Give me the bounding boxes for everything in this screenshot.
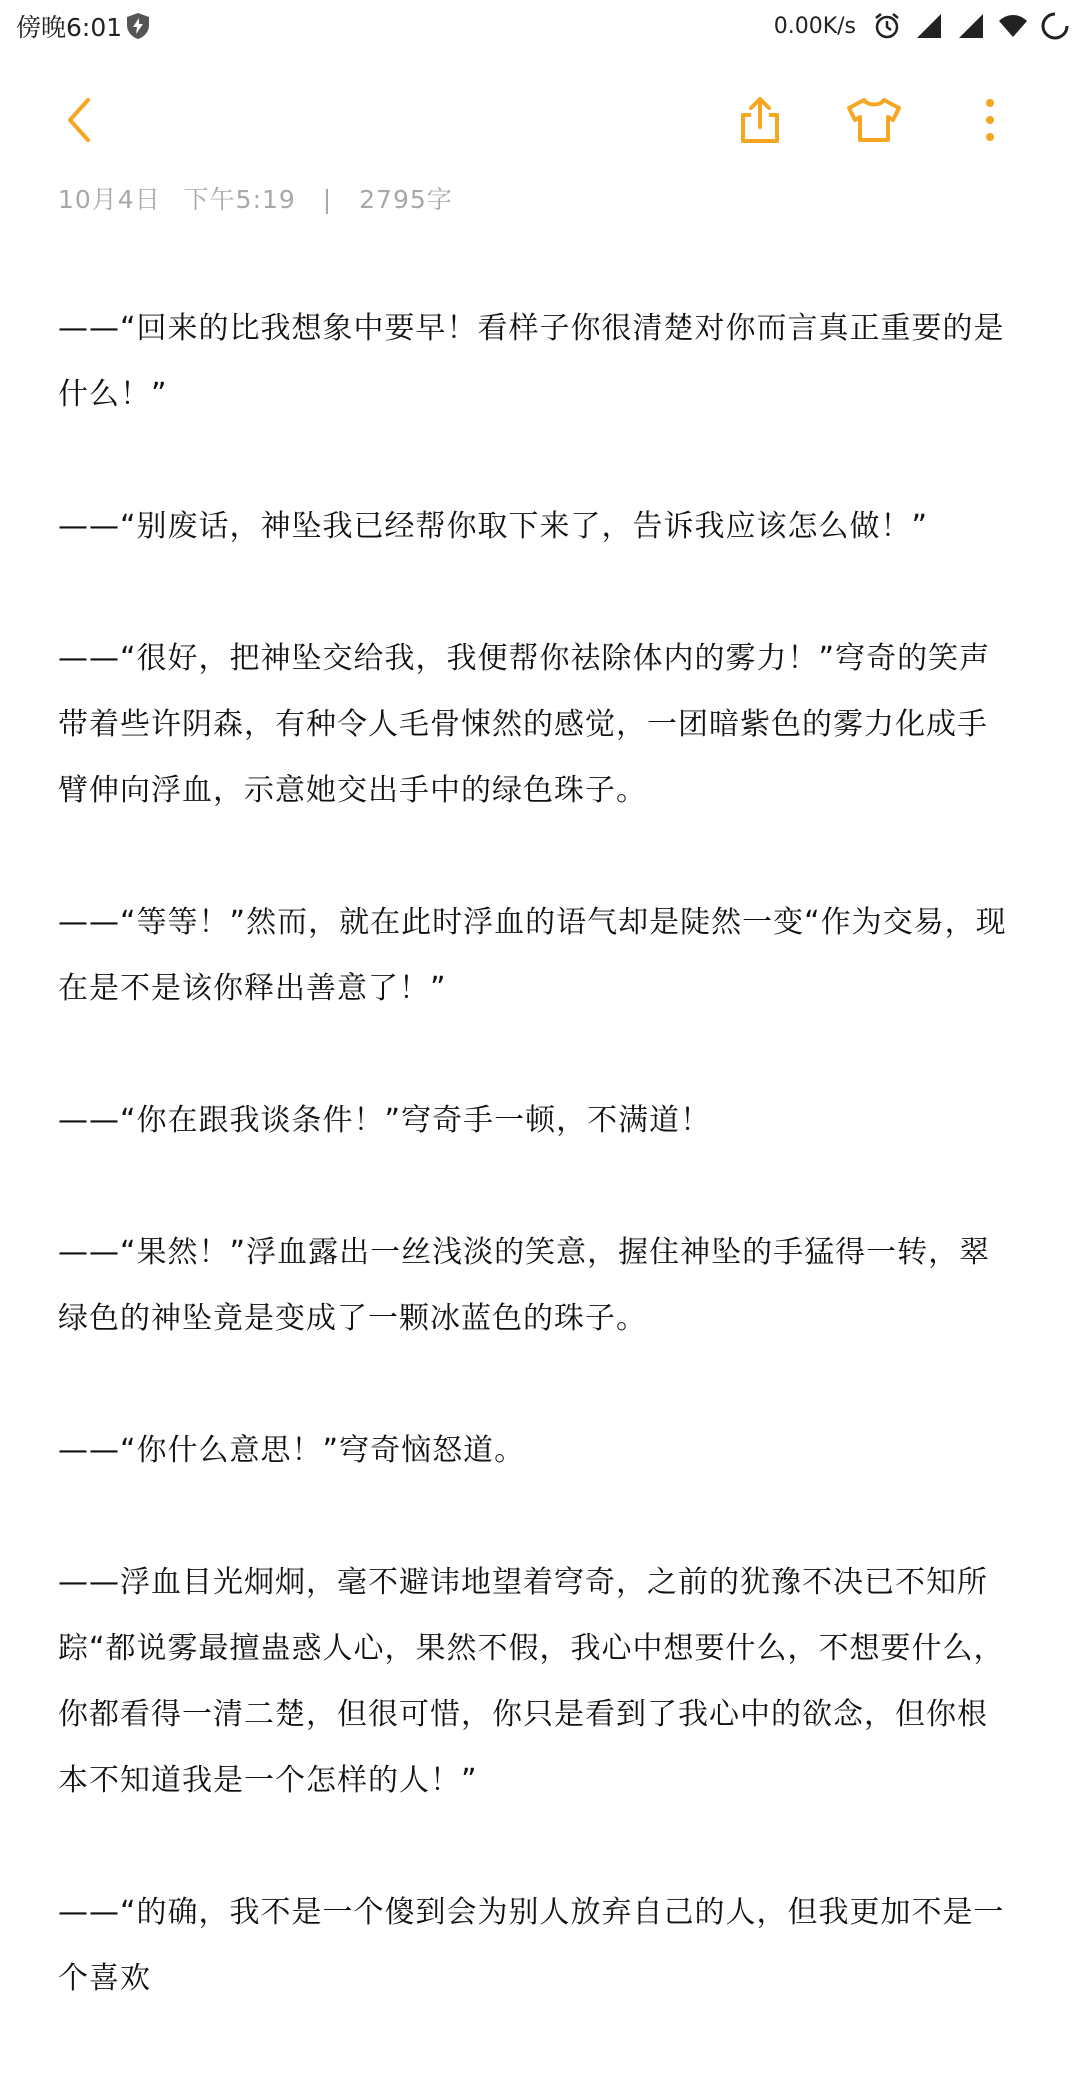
toolbar — [0, 80, 1080, 160]
share-icon — [735, 95, 785, 145]
paragraph: ——“的确，我不是一个傻到会为别人放弃自己的人，但我更加不是一个喜欢 — [58, 1895, 1005, 1996]
theme-shirt-icon — [844, 95, 904, 145]
shield-bolt-icon — [124, 12, 152, 40]
note-date: 10月4日 — [58, 185, 161, 214]
note-body[interactable] — [58, 296, 1018, 2078]
battery-charging-icon — [1040, 11, 1070, 41]
more-icon — [980, 95, 1000, 145]
status-icons — [774, 8, 1070, 44]
wifi-icon — [998, 11, 1028, 41]
paragraph: ——“回来的比我想象中要早！看样子你很清楚对你而言真正重要的是什么！” — [58, 311, 1005, 412]
paragraph: ——“你在跟我谈条件！”穹奇手一顿，不满道！ — [58, 1103, 712, 1138]
note-meta — [58, 180, 453, 216]
paragraph: ——“果然！”浮血露出一丝浅淡的笑意，握住神坠的手猛得一转，翠绿色的神坠竟是变成了一颗冰蓝色的珠子。 — [58, 1235, 991, 1336]
note-time: 下午5:19 — [183, 185, 296, 214]
paragraph: ——浮血目光炯炯，毫不避讳地望着穹奇，之前的犹豫不决已不知所踪“都说雾最擅蛊惑人心，果然不假，我心中想要什么，不想要什么，你都看得一清二楚，但很可惜，你只是看到了我心中的欲念，但你根本不知道我是一个怎样的人！” — [58, 1565, 1005, 1798]
signal-icon — [956, 11, 986, 41]
paragraph: ——“你什么意思！”穹奇恼怒道。 — [58, 1433, 526, 1468]
more-button[interactable] — [950, 80, 1030, 160]
status-time: 傍晚6:01 — [16, 13, 123, 42]
back-button[interactable] — [40, 80, 120, 160]
paragraph: ——“很好，把神坠交给我，我便帮你祛除体内的雾力！”穹奇的笑声带着些许阴森，有种令人毛骨悚然的感觉，一团暗紫色的雾力化成手臂伸向浮血，示意她交出手中的绿色珠子。 — [58, 641, 991, 808]
alarm-icon — [872, 11, 902, 41]
back-icon — [60, 95, 100, 145]
status-bar — [0, 0, 1080, 50]
theme-button[interactable] — [834, 80, 914, 160]
signal-icon — [914, 11, 944, 41]
paragraph: ——“别废话，神坠我已经帮你取下来了，告诉我应该怎么做！” — [58, 509, 929, 544]
paragraph: ——“等等！”然而，就在此时浮血的语气却是陡然一变“作为交易，现在是不是该你释出善意了！” — [58, 905, 1007, 1006]
meta-separator: | — [322, 185, 333, 214]
network-speed: 0.00K/s — [773, 13, 856, 39]
share-button[interactable] — [720, 80, 800, 160]
word-count: 2795字 — [359, 185, 453, 214]
